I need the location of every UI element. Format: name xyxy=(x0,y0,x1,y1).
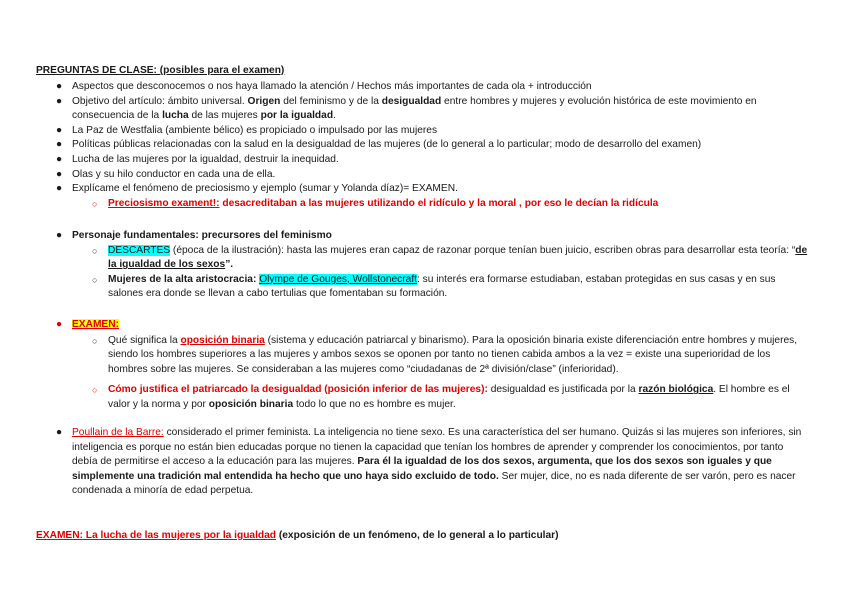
list-item: ● La Paz de Westfalia (ambiente bélico) es propiciado o impulsado por las mujeres xyxy=(0,124,848,139)
list-item: ● Aspectos que desconocemos o nos haya llamado la atención / Hechos más importantes de cada ola + introducción xyxy=(0,80,848,95)
bullet-icon: ● xyxy=(56,427,63,438)
circle-bullet-icon: ○ xyxy=(92,385,98,396)
bullet-icon: ● xyxy=(56,319,63,330)
bullet-icon: ● xyxy=(56,124,63,136)
list-item: ● Políticas públicas relacionadas con la salud en la desigualdad de las mujeres (de lo general a lo particular; modo de desarrollo del examen) xyxy=(0,138,848,153)
list-item: ● EXAMEN: xyxy=(0,318,848,333)
examen-section xyxy=(0,318,848,413)
sub-list-item: ○ Preciosismo exament!: desacreditaban a las mujeres utilizando el ridículo y la moral , por eso le decían la ridícula xyxy=(0,197,848,212)
bullet-icon: ● xyxy=(56,183,63,195)
circle-bullet-icon: ○ xyxy=(92,198,98,209)
circle-bullet-icon: ○ xyxy=(92,335,98,346)
list-item: ● Personaje fundamentales: precursores del feminismo xyxy=(0,229,848,244)
poullain-section xyxy=(0,426,848,499)
page-title: PREGUNTAS DE CLASE: (posibles para el examen) xyxy=(36,65,285,76)
exam-topic-line: EXAMEN: La lucha de las mujeres por la igualdad (exposición de un fenómeno, de lo general a lo particular) xyxy=(36,530,559,541)
list-item: ● Objetivo del artículo: ámbito universal. Origen del feminismo y de la desigualdad entre hombres y mujeres y evolución histórica de este movimiento en consecuencia de la lucha de las mujeres por la igualdad. xyxy=(56,95,757,122)
sub-list-item: ○ Mujeres de la alta aristocracia: Olympe de Gouges, Wollstonecraft: su interés era formarse estudiaban, estaban protegidas en sus casas y en sus salones era donde se llevan a cabo tertulias que fomentaban su formación. xyxy=(92,273,776,300)
circle-bullet-icon: ○ xyxy=(92,274,98,285)
bullet-icon: ● xyxy=(56,139,63,151)
sub-list-item: ○ Qué significa la oposición binaria (sistema y educación patriarcal y binarismo). Para la oposición binaria existe diferenciación entre hombres y mujeres, siendo los hombres superiores a las mujeres y ambos sexos se oponen por tanto no tienen cabida ambos a la vez = existe una superioridad de los hombres sobre las mujeres. Se consideraban a las mujeres como “ciudadanas de 2ª división/clase” (inferioridad). xyxy=(92,334,798,375)
list-item: ● Olas y su hilo conductor en cada una de ella. xyxy=(0,168,848,183)
bullet-icon: ● xyxy=(56,81,63,92)
intro-list xyxy=(0,80,848,211)
sub-list-item: ○ Cómo justifica el patriarcado la desigualdad (posición inferior de las mujeres): desigualdad es justificada por la razón biológica. El hombre es el valor y la norma y por oposición binaria todo lo que no es hombre es mujer. xyxy=(92,384,790,410)
sub-list-item: ○ DESCARTES (época de la ilustración): hasta las mujeres eran capaz de razonar porque tenían buen juicio, escriben obras para desarrollar esta teoría: “de la igualdad de los sexos”. xyxy=(92,244,808,271)
circle-bullet-icon: ○ xyxy=(92,245,98,256)
bullet-icon: ● xyxy=(56,230,63,241)
list-item: ● Poullain de la Barre: considerado el primer feminista. La inteligencia no tiene sexo. Es una característica del ser humano. Quizás si las mujeres son inferiores, sin inteligencia es porque no están bien educadas porque no tienen la capacidad que tenían los hombres de aprender y comprender los conocimientos, por tanto debía de permitirse el acceso a la educación para las mujeres. Para él la igualdad de los dos sexos, argumenta, que los dos sexos son iguales y que simplemente una tradición mal entendida ha hecho que uno haya sido excluido de todo. Ser mujer, dice, no es nada diferente de ser varón, pero es nacer condenada a minoría de edad perpetua. xyxy=(56,427,802,497)
personajes-section xyxy=(0,229,848,302)
list-item: ● Lucha de las mujeres por la igualdad, destruir la inequidad. xyxy=(0,153,848,168)
bullet-icon: ● xyxy=(56,168,63,180)
bullet-icon: ● xyxy=(56,95,63,107)
list-item: ● Explícame el fenómeno de preciosismo y ejemplo (sumar y Yolanda díaz)= EXAMEN. xyxy=(0,182,848,197)
bullet-icon: ● xyxy=(56,153,63,165)
